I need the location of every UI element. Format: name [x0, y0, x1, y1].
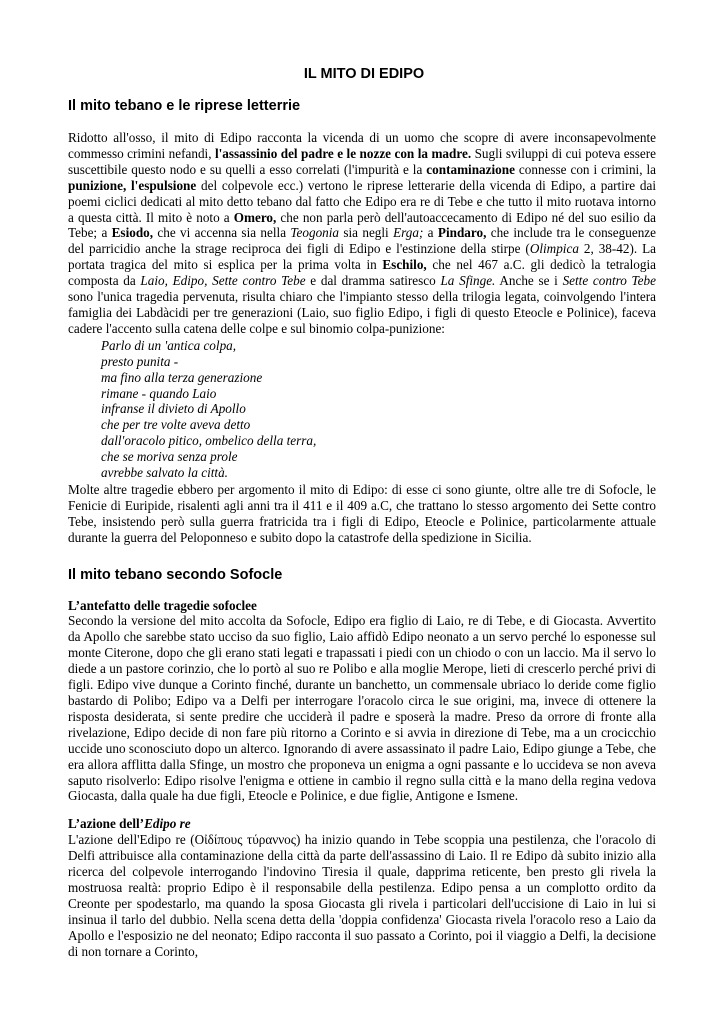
text-run: Sugli sviluppi di cui poteva essere suscettibile questo nodo e su quelli a esso correlati (l'impurità e la	[68, 145, 656, 177]
bold-run: Esiodo,	[111, 225, 154, 241]
text-run: e dal dramma satiresco	[305, 273, 441, 289]
text-run: a	[423, 225, 438, 241]
subsection-heading-azione	[68, 816, 656, 832]
text-run: connesse con i crimini, la	[514, 161, 656, 177]
poem-line: infranse il divieto di Apollo	[101, 401, 246, 417]
text-run: che include tra le conseguenze del parricidio anche la strage reciproca dei figli di Edipo e l'estinzione della stirpe (	[68, 225, 657, 257]
poem-line: dall'oracolo pitico, ombelico della terra,	[101, 433, 317, 449]
bold-run: Eschilo,	[382, 257, 427, 273]
poem-quote	[101, 338, 656, 481]
subsection-heading-antefatto: L’antefatto delle tragedie sofoclee	[68, 597, 257, 613]
text-run: Anche se i	[495, 273, 563, 289]
bold-run: punizione, l'espulsione	[68, 177, 197, 193]
paragraph-other-tragedies: Molte altre tragedie ebbero per argomento il mito di Edipo: di esse ci sono giunte, oltre alle tre di Sofocle, le Fenicie di Euripide, risalenti agli anni tra il 411 e il 409 a.C, che trattano lo stesso argomento dei Sette contro Tebe, insistendo però sulla guerra fratricida tra i figli di Edipo, Eteocle e Polinice, particolarmente attuale durante la guerra del Peloponneso e subito dopo la catastrofe della spedizione in Sicilia.	[68, 481, 656, 545]
italic-run: Laio, Edipo, Sette contro Tebe	[140, 273, 306, 289]
paragraph-antefatto: Secondo la versione del mito accolta da Sofocle, Edipo era figlio di Laio, re di Tebe, e di Giocasta. Avvertito da Apollo che sarebbe stato ucciso da suo figlio, Laio affidò Edipo neonato a un servo perché lo esponesse sul monte Citerone, dopo che gli erano stati legati e trapassati i piedi con un chiodo o con un laccio. Ma il servo lo diede a un pastore corinzio, che lo portò al suo re Polibo e alla moglie Merope, lieti di crescerlo perché privi di figli. Edipo vive dunque a Corinto finché, durante un banchetto, un commensale ubriaco lo deride come figlio bastardo di Polibo; Edipo va a Delfi per interrogare l'oracolo circa le sue origini, ma, invece di ottenere la risposta desiderata, si sente predire che ucciderà il padre e sposerà la madre. Preso da orrore di fronte alla rivelazione, Edipo decide di non fare più ritorno a Corinto e si avvia in direzione di Tebe, ma a un crocicchio uccide uno sconosciuto dopo un alterco. Ignorando di avere assassinato il padre Laio, Edipo giunge a Tebe, che era allora afflitta dalla Sfinge, un mostro che proponeva un enigma a ogni passante e lo uccideva se non aveva saputo risolverlo: Edipo risolve l'enigma e ottiene in cambio il regno sulla città e la mano della regina vedova Giocasta, dalla quale ha due figli, Eteocle e Polinice, e due figlie, Antigone e Ismene.	[68, 613, 656, 804]
paragraph-azione: L'azione dell'Edipo re (Οἰδίπους τύραννος) ha inizio quando in Tebe scoppia una pestilenza, che l'oracolo di Delfi attribuisce alla contaminazione della città da parte dell'assassino di Laio. Il re Edipo dà subito inizio alla ricerca del colpevole interrogando l'indovino Tiresia il quale, dapprima reticente, ben presto gli rivela la mostruosa realtà: proprio Edipo è il responsabile della pestilenza. Edipo pensa a un complotto ordito da Creonte per spodestarlo, ma quando la sposa Giocasta gli rivela i particolari dell'uccisione di Laio in lui si insinua il tarlo del dubbio. Nella scena detta della 'doppia confidenza' Giocasta rivela l'oracolo reso a Laio da Apollo e l'esposizio ne del neonato; Edipo racconta il suo passato a Corinto, poi il viaggio a Delfi, la decisione di non tornare a Corinto,	[68, 832, 656, 959]
poem-line: Parlo di un 'antica colpa,	[101, 337, 237, 353]
italic-run: Teogonia	[290, 225, 340, 241]
text-run: che vi accenna sia nella	[153, 225, 291, 241]
poem-line: presto punita -	[101, 353, 179, 369]
bold-run: Omero,	[233, 209, 277, 225]
poem-line: avrebbe salvato la città.	[101, 465, 228, 481]
document-title: IL MITO DI EDIPO	[303, 66, 425, 82]
text-run: che non parla però dell'autoaccecamento di Edipo né del suo esilio da Tebe; a	[68, 209, 656, 241]
bold-run: l'assassinio del padre e le nozze con la madre.	[214, 145, 472, 161]
text-run: sono l'unica tragedia pervenuta, risulta chiaro che l'impianto stesso della trilogia legata, coinvolgendo l'intera famiglia dei Labdàcidi per tre generazioni (Laio, suo figlio Edipo, i figli di questo Eteocle e Polinice), faceva cadere l'accento sulla catena delle colpe e sul binomio colpa-punizione:	[68, 289, 656, 336]
poem-line: ma fino alla terza generazione	[101, 369, 263, 385]
section-heading-mito-tebano: Il mito tebano e le riprese letterrie	[68, 98, 301, 114]
italic-run: La Sfinge.	[440, 273, 496, 289]
poem-line: che per tre volte aveva detto	[101, 417, 251, 433]
text-run: Ridotto all'osso, il mito di Edipo racconta la vicenda di un uomo che scopre di avere inconsapevolmente commesso crimini nefandi,	[68, 130, 656, 161]
bold-run: Pindaro,	[437, 225, 487, 241]
heading-italic-run: Edipo re	[144, 816, 191, 832]
italic-run: Erga;	[393, 225, 424, 241]
section-heading-sofocle: Il mito tebano secondo Sofocle	[68, 566, 283, 583]
paragraph-intro	[68, 130, 656, 337]
italic-run: Sette contro Tebe	[562, 273, 656, 289]
text-run: 2, 38-42). La portata tragica del mito si esplica per la prima volta in	[68, 241, 656, 273]
text-run: che nel 467 a.C. gli dedicò la tetralogia composta da	[68, 257, 656, 289]
section-body-sofocle	[68, 598, 656, 960]
heading-run: L’azione dell’	[68, 816, 145, 832]
text-run: del colpevole ecc.) vertono le riprese letterarie della vicenda di Edipo, a partire dai poemi ciclici dedicati al mito detto tebano dal fatto che Edipo era re di Tebe e che tutto il mito ruotava intorno a questa città. Il mito è noto a	[68, 177, 656, 225]
poem-line: che se moriva senza prole	[101, 449, 238, 465]
bold-run: contaminazione	[426, 161, 515, 177]
italic-run: Olimpica	[529, 241, 579, 257]
text-run: sia negli	[339, 225, 394, 241]
poem-line: rimane - quando Laio	[101, 385, 217, 401]
section-body-mito-tebano	[68, 130, 656, 546]
